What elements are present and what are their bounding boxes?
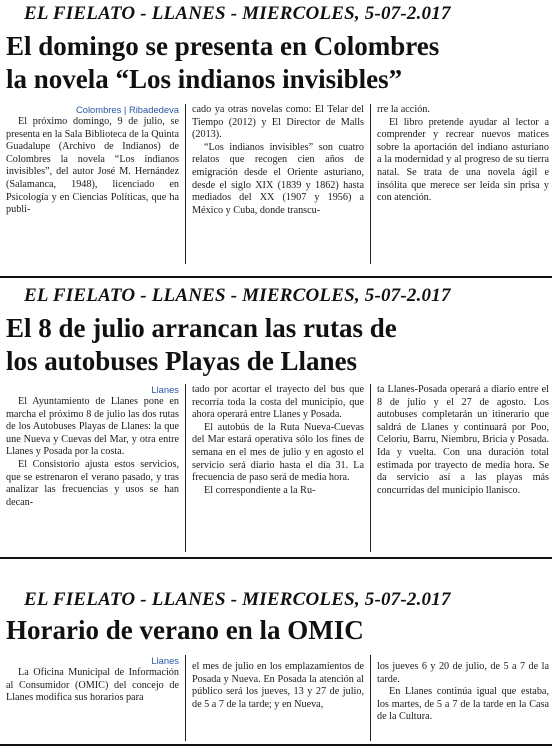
column-3 xyxy=(377,384,549,497)
paragraph: En Llanes continúa igual que estaba, los martes, de 5 a 7 de la tarde en la Casa de la Cultura. xyxy=(377,686,549,723)
column-2 xyxy=(192,661,364,711)
column-1 xyxy=(6,655,179,705)
column-1 xyxy=(6,104,179,217)
paragraph: La Oficina Municipal de Información al Consumidor (OMIC) del concejo de Llanes modifica sus horarios para xyxy=(6,667,179,704)
article-separator xyxy=(0,744,552,746)
headline-line: El domingo se presenta en Colombres xyxy=(6,31,440,61)
paragraph: cado ya otras novelas como: El Telar del Tiempo (2012) y El Director de Malls (2013). xyxy=(192,104,364,141)
paragraph: El Ayuntamiento de Llanes pone en marcha el próximo 8 de julio las dos rutas de los Autobuses Playas de Llanes: la que une Nueva y Cuevas del Mar, y otra entre Llanes y Posada por la costa. xyxy=(6,396,179,458)
paragraph: ta Llanes-Posada operará a diario entre el 8 de julio y el 27 de agosto. Los autobuses completarán un itinerario que saldrá de Llanes y continuará por Poo, Celoriu, Barru, Niembru, Bricia y Posada. Ida y vuelta. Con una duración total estimada por trayecto de media hora. Se da servicio así a las playas más concurridas del municipio llanisco. xyxy=(377,384,549,496)
column-divider xyxy=(370,104,371,264)
paragraph: “Los indianos invisibles” son cuatro relatos que recogen cien años de emigración desde el Oriente asturiano, desde el siglo XIX (1839 y 1862) hasta mediados del XX (1907 y 1956) a México y Cuba, donde transcu- xyxy=(192,141,364,216)
article-body xyxy=(0,384,556,556)
column-2 xyxy=(192,104,364,217)
article-body xyxy=(0,655,556,745)
column-divider xyxy=(185,104,186,264)
headline-line: Horario de verano en la OMIC xyxy=(6,615,364,645)
column-2 xyxy=(192,384,364,497)
location-label: Llanes xyxy=(151,384,179,395)
headline xyxy=(0,614,364,647)
paragraph: El correspondiente a la Ru- xyxy=(204,484,316,496)
location-label: Colombres | Ribadedeva xyxy=(75,104,179,115)
paragraph: tado por acortar el trayecto del bus que recorría toda la costa del municipio, que ahora operará entre Llanes y Posada. xyxy=(192,384,364,421)
paragraph: El Consistorio ajusta estos servicios, que se estrenaron el verano pasado, y tras analizar las frecuencias y usos se han decan- xyxy=(6,458,179,508)
column-3 xyxy=(377,104,549,205)
column-divider xyxy=(185,384,186,552)
column-divider xyxy=(370,655,371,741)
headline xyxy=(0,312,397,378)
paragraph: rre la acción. xyxy=(377,104,430,115)
article-body xyxy=(0,104,556,269)
paragraph: el mes de julio en los emplazamientos de Posada y Nueva. En Posada la atención al público será los jueves, 13 y 27 de julio, de 5 a 7 de la tarde; y en Nueva, xyxy=(192,661,364,710)
column-divider xyxy=(185,655,186,741)
paragraph: El autobús de la Ruta Nueva-Cuevas del Mar estará operativa sólo los fines de semana en el mes de julio y en agosto el servicio será diario hasta el día 31. La frecuencia de paso será de media hora. xyxy=(192,421,364,484)
article-separator xyxy=(0,276,552,278)
headline xyxy=(0,30,439,96)
paragraph: El próximo domingo, 9 de julio, se presenta en la Sala Biblioteca de la Quinta Guadalupe (Archivo de Indianos) de Colombres la novela “Los indianos invisibles”, del autor José M. Hernández (Salamanca, 1948), licenciado en Psicología y en Ciencias Políticas, que ha publi- xyxy=(6,116,179,216)
paragraph: El libro pretende ayudar al lector a comprender y recrear nuevos matices sobre la aportación del indiano asturiano a la modernidad y al progreso de su tierra natal. Se trata de una novela ágil e insólita que merece ser leída sin prisa y con atención. xyxy=(377,116,549,204)
column-1 xyxy=(6,384,179,509)
masthead: EL FIELATO - LLANES - MIERCOLES, 5-07-2.017 xyxy=(24,589,451,610)
paragraph: los jueves 6 y 20 de julio, de 5 a 7 de la tarde. xyxy=(377,661,549,685)
location-label: Llanes xyxy=(151,655,179,666)
headline-line: El 8 de julio arrancan las rutas de xyxy=(6,313,397,343)
masthead: EL FIELATO - LLANES - MIERCOLES, 5-07-2.017 xyxy=(24,3,451,24)
column-divider xyxy=(370,384,371,552)
masthead: EL FIELATO - LLANES - MIERCOLES, 5-07-2.017 xyxy=(24,285,451,306)
column-3 xyxy=(377,661,549,724)
headline-line: la novela “Los indianos invisibles” xyxy=(6,64,403,94)
article-separator xyxy=(0,557,552,559)
headline-line: los autobuses Playas de Llanes xyxy=(6,346,358,376)
